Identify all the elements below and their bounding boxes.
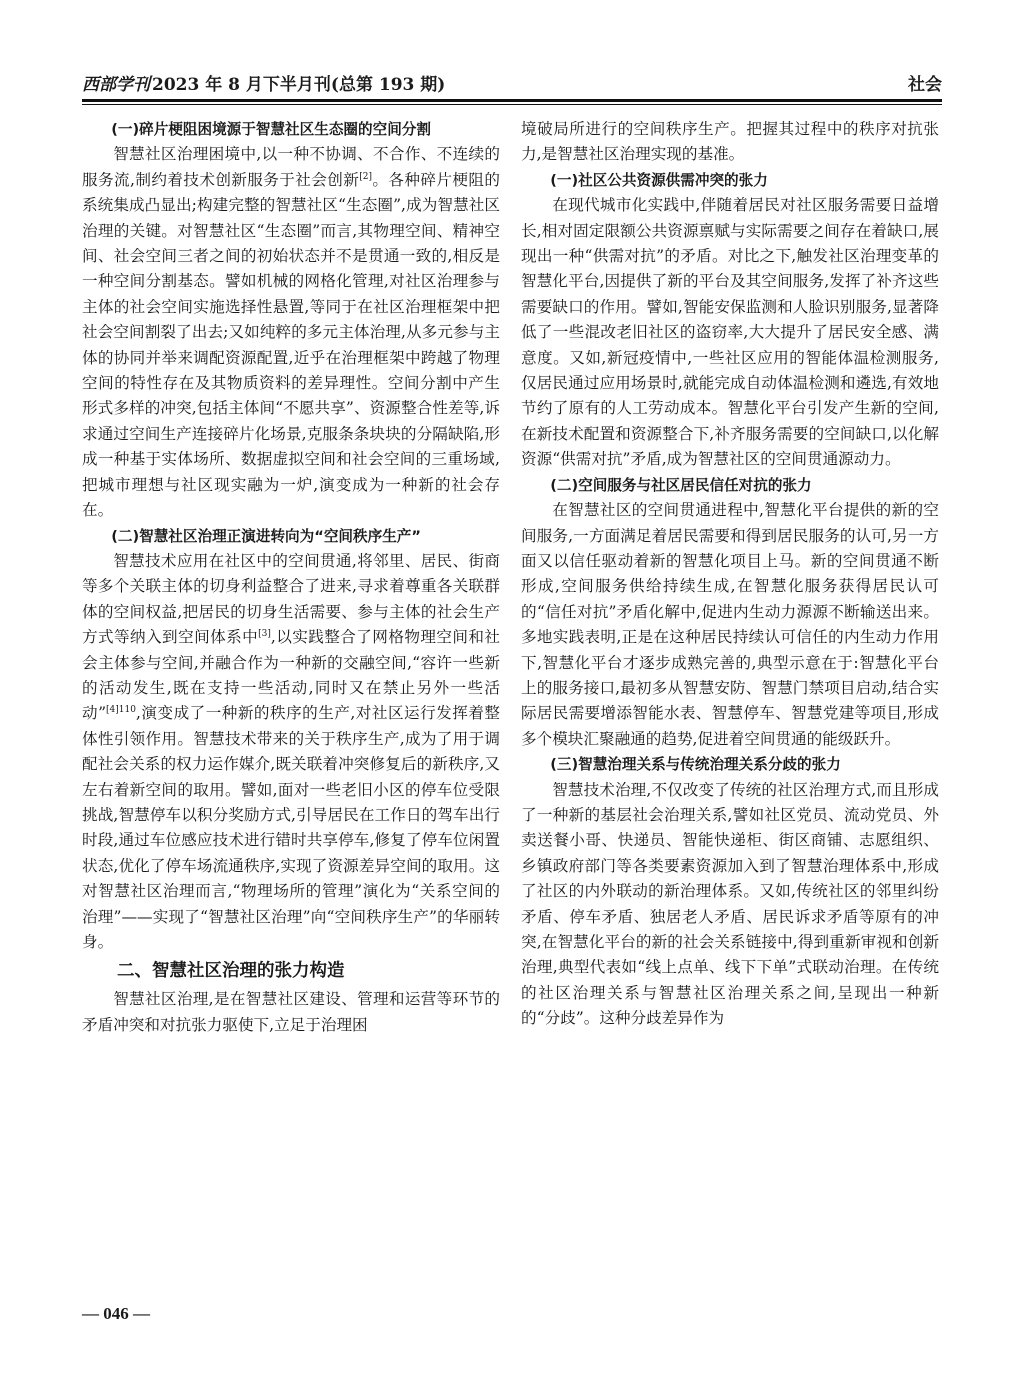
citation: [4]110 (106, 705, 136, 716)
journal-logo: 西部学刊 (82, 75, 150, 95)
paragraph-continued: 境破局所进行的空间秩序生产。把握其过程中的秩序对抗张力,是智慧社区治理实现的基准。 (521, 120, 939, 164)
paragraph: 智慧社区治理,是在智慧社区建设、管理和运营等环节的矛盾冲突和对抗张力驱使下,立足于治理困 (82, 990, 500, 1034)
section-label: 社会 (908, 75, 942, 95)
running-header (82, 70, 942, 100)
left-column (82, 117, 500, 1038)
subheading-2-3: (三)智慧治理关系与传统治理关系分歧的张力 (550, 756, 841, 774)
paragraph: 智慧社区治理困境中,以一种不协调、不合作、不连续的服务流,制约着技术创新服务于社会创新[2]。各种碎片梗阻的系统集成凸显出;构建完整的智慧社区“生态圈”,成为智慧社区治理的关键。对智慧社区“生态圈”而言,其物理空间、精神空间、社会空间三者之间的初始状态并不是贯通一致的,相反是一种空间分割基态。譬如机械的网格化管理,对社区治理参与主体的社会空间实施选择性悬置,等同于在社区治理框架中把社会空间割裂了出去;又如纯粹的多元主体治理,从多元参与主体的协同并举来调配资源配置,近乎在治理框架中跨越了物理空间的特性存在及其物质资料的差异理性。空间分割中产生形式多样的冲突,包括主体间“不愿共享”、资源整合性差等,诉求通过空间生产连接碎片化场景,克服条条块块的分隔缺陷,形成一种基于实体场所、数据虚拟空间和社会空间的三重场域,把城市理想与社区现实融为一炉,演变成为一种新的社会存在。 (82, 145, 500, 520)
journal-issue (82, 70, 445, 95)
paragraph: 智慧技术治理,不仅改变了传统的社区治理方式,而且形成了一种新的基层社会治理关系,譬如社区党员、流动党员、外卖送餐小哥、快递员、智能快递柜、街区商铺、志愿组织、乡镇政府部门等各类要素资源加入到了智慧治理体系中,形成了社区的内外联动的新治理体系。又如,传统社区的邻里纠纷矛盾、停车矛盾、独居老人矛盾、居民诉求矛盾等原有的冲突,在智慧化平台的新的社会关系链接中,得到重新审视和创新治理,典型代表如“线上点单、线下下单”式联动治理。在传统的社区治理关系与智慧社区治理关系之间,呈现出一种新的“分歧”。这种分歧差异作为 (521, 780, 939, 1028)
issue-label: 2023 年 8 月下半月刊(总第 193 期) (152, 75, 446, 95)
header-rule-thin (82, 104, 942, 105)
header-rule-thick (82, 99, 942, 102)
citation: [2] (359, 171, 373, 182)
section-heading-2: 二、智慧社区治理的张力构造 (117, 961, 345, 982)
page-number: — 046 — (82, 1304, 150, 1323)
right-column (521, 117, 939, 1032)
paragraph: 智慧技术应用在社区中的空间贯通,将邻里、居民、街商等多个关联主体的切身利益整合了进来,寻求着尊重各关联群体的空间权益,把居民的切身生活需要、参与主体的社会生产方式等纳入到空间体系中[3],以实践整合了网格物理空间和社会主体参与空间,并融合作为一种新的交融空间,“容许一些新的活动发生,既在支持一些活动,同时又在禁止另外一些活动”$^{[4]110}$,演变成了一种新的秩序的生产,对社区运行发挥着整体性引领作用。智慧技术带来的关于秩序生产,成为了用于调配社会关系的权力运作媒介,既关联着冲突修复后的新秩序,又左右着新空间的取用。譬如,面对一些老旧小区的停车位受限挑战,智慧停车以积分奖励方式,引导居民在工作日的驾车出行时段,通过车位感应技术进行错时共享停车,修复了停车位闲置状态,优化了停车场流通秩序,实现了资源差异空间的取用。这对智慧社区治理而言,“物理场所的管理”演化为“关系空间的治理”——实现了“智慧社区治理”向“空间秩序生产”的华丽转身。 (82, 551, 500, 951)
paragraph: 在智慧社区的空间贯通进程中,智慧化平台提供的新的空间服务,一方面满足着居民需要和得到居民服务的认可,另一方面又以信任驱动着新的智慧化项目上马。新的空间贯通不断形成,空间服务供给持续生成,在智慧化服务获得居民认可的“信任对抗”矛盾化解中,促进内生动力源源不断输送出来。多地实践表明,正是在这种居民持续认可信任的内生动力作用下,智慧化平台才逐步成熟完善的,典型示意在于:智慧化平台上的服务接口,最初多从智慧安防、智慧门禁项目启动,结合实际居民需要增添智能水表、智慧停车、智慧党建等项目,形成多个模块汇聚融通的趋势,促进着空间贯通的能级跃升。 (521, 501, 939, 748)
subheading-2-1: (一)社区公共资源供需冲突的张力 (550, 171, 768, 189)
citation: [3] (258, 629, 271, 640)
subheading-1-2: (二)智慧社区治理正演进转向为“空间秩序生产” (111, 527, 421, 545)
subheading-1-1: (一)碎片梗阻困境源于智慧社区生态圈的空间分割 (111, 121, 431, 138)
paragraph: 在现代城市化实践中,伴随着居民对社区服务需要日益增长,相对固定限额公共资源禀赋与实际需要之间存在着缺口,展现出一种“供需对抗”的矛盾。对比之下,触发社区治理变革的智慧化平台,因提供了新的平台及其空间服务,发挥了补齐这些需要缺口的作用。譬如,智能安保监测和人脸识别服务,显著降低了一些混改老旧社区的盗窃率,大大提升了居民安全感、满意度。又如,新冠疫情中,一些社区应用的智能体温检测服务,仅居民通过应用场景时,就能完成自动体温检测和遴选,有效地节约了原有的人工劳动成本。智慧化平台引发产生新的空间,在新技术配置和资源整合下,补齐服务需要的空间缺口,以化解资源“供需对抗”矛盾,成为智慧社区的空间贯通源动力。 (521, 196, 939, 469)
subheading-2-2: (二)空间服务与社区居民信任对抗的张力 (550, 476, 812, 494)
